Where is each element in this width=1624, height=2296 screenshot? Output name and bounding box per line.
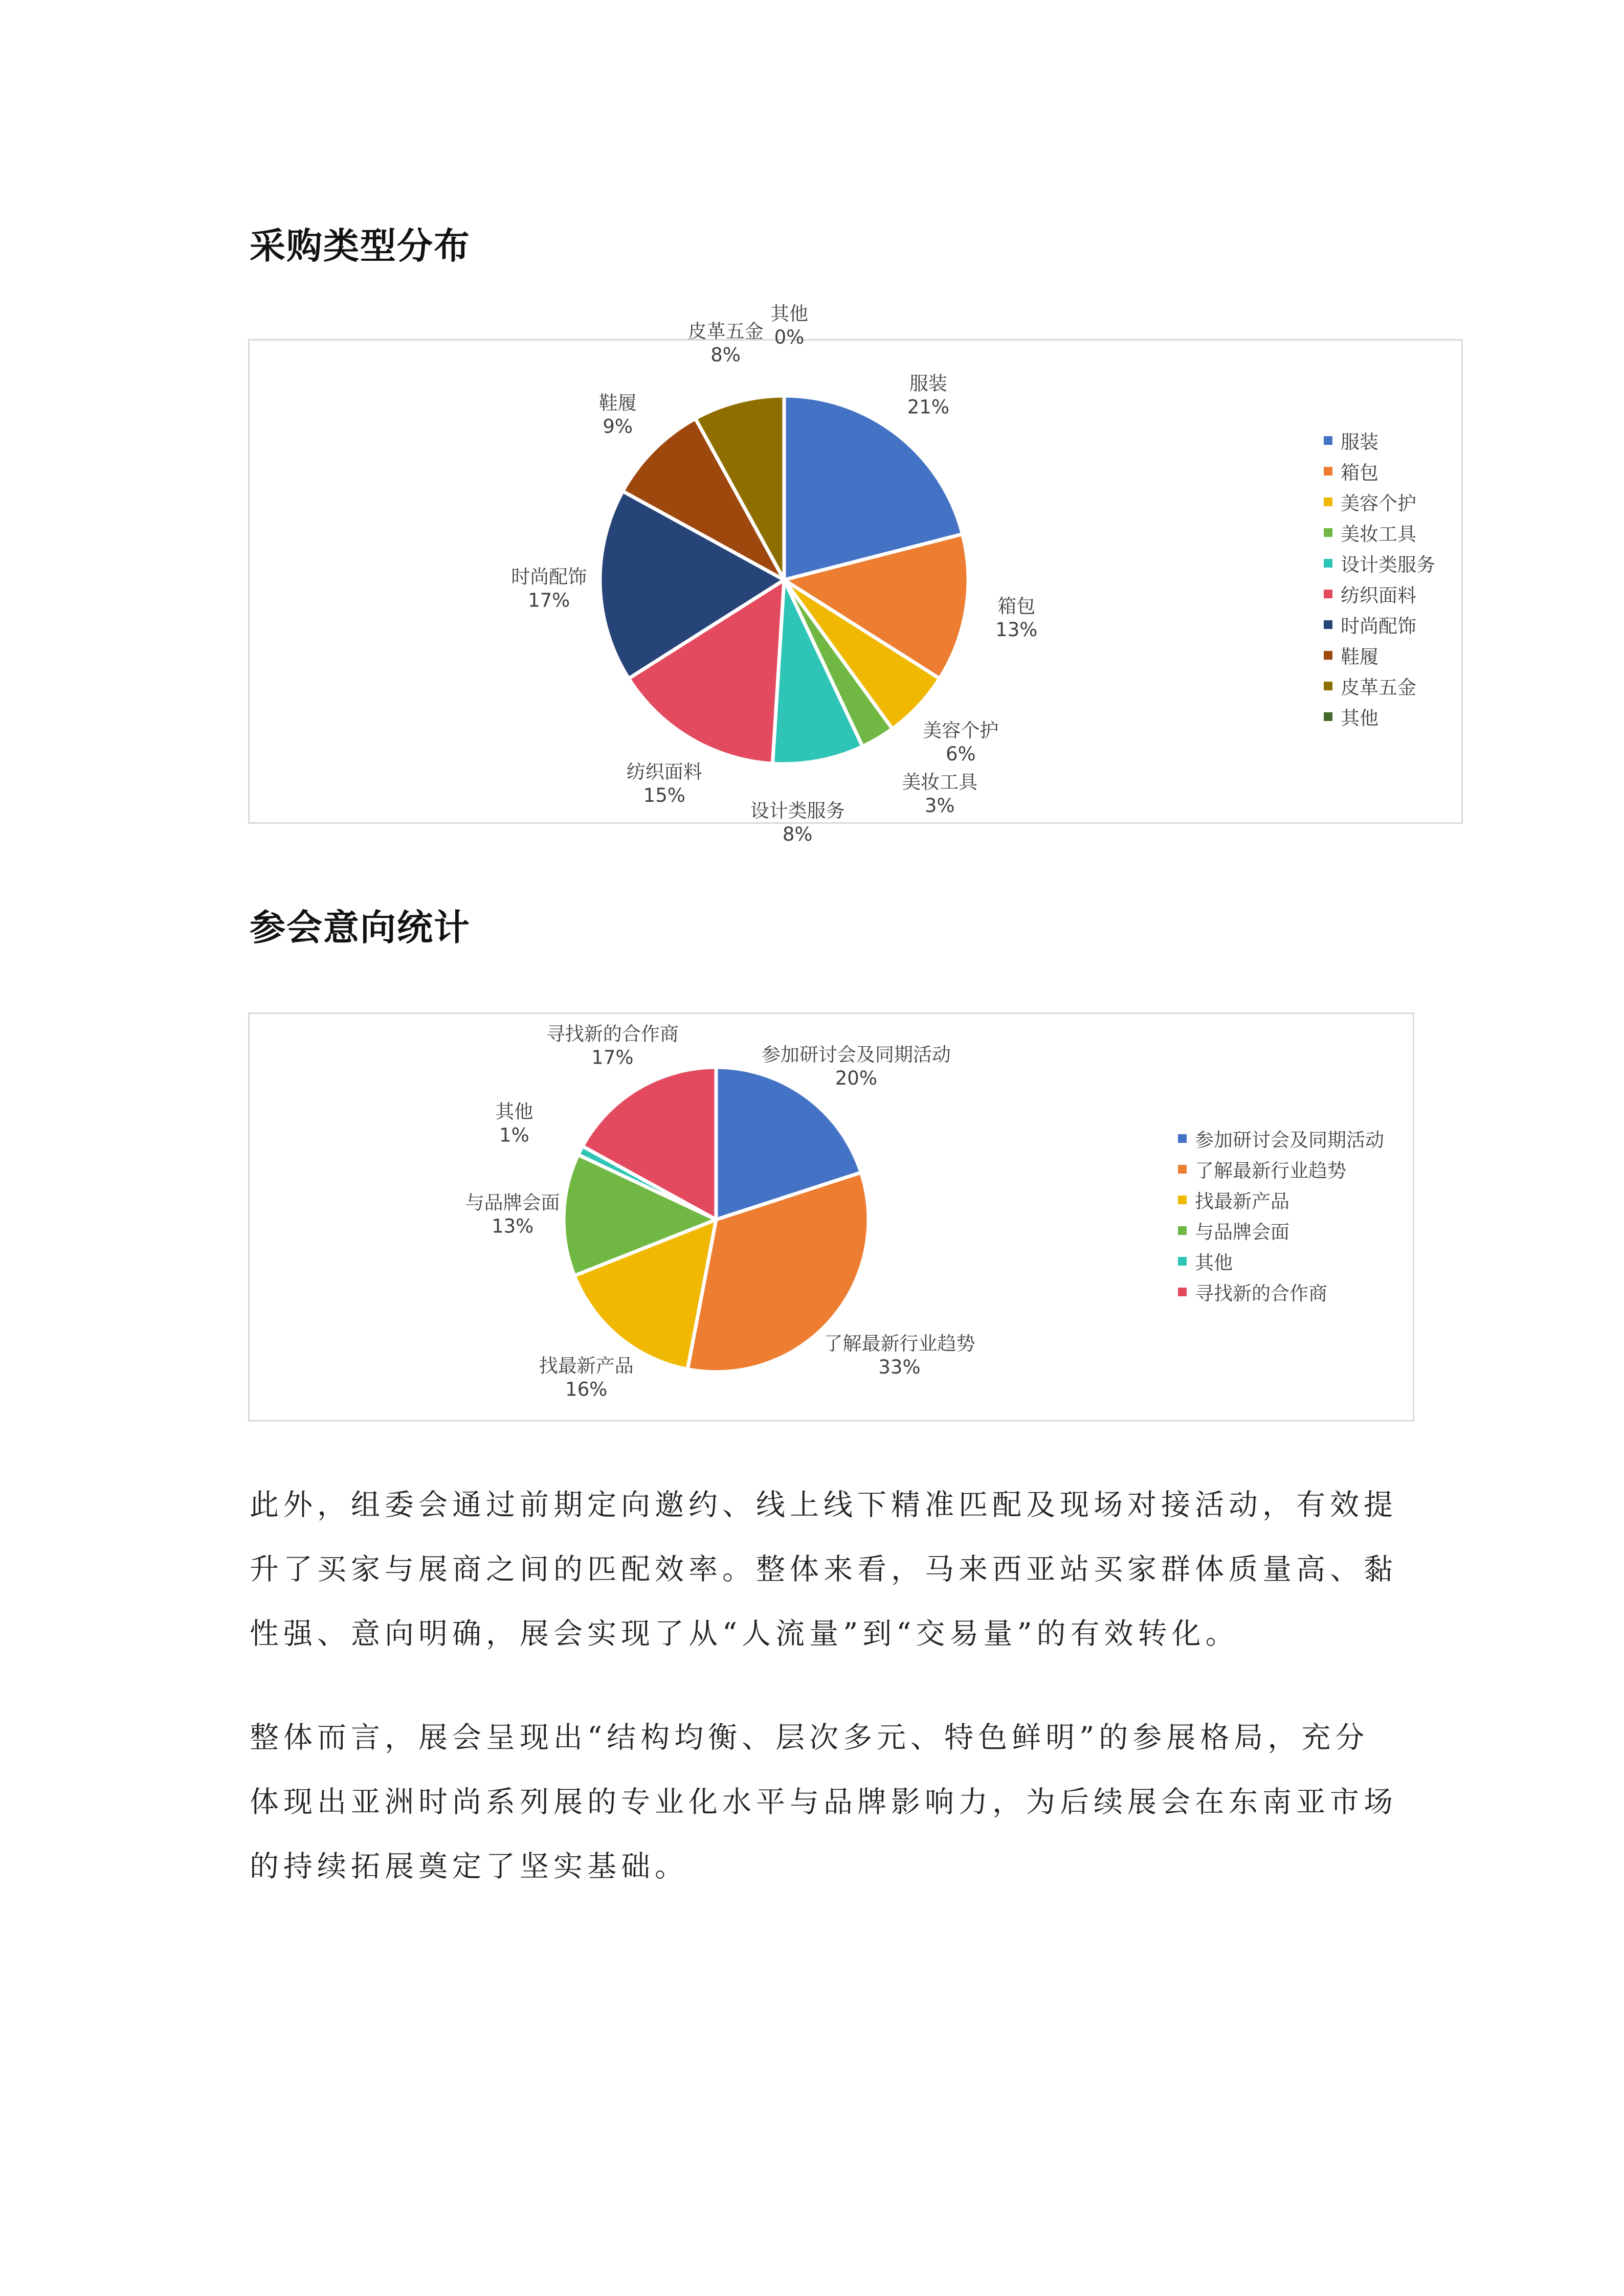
chart1-legend-label: 其他 <box>1341 707 1378 729</box>
chart2-legend-swatch <box>1178 1134 1187 1143</box>
chart1-legend-label: 服装 <box>1341 431 1378 453</box>
chart2-value-label-3: 13% <box>492 1215 534 1237</box>
chart2-legend-swatch <box>1178 1165 1187 1174</box>
chart2-legend-label: 寻找新的合作商 <box>1195 1282 1327 1304</box>
chart1-value-label-0: 21% <box>907 396 950 418</box>
chart2-legend-item <box>1178 1276 1384 1307</box>
chart1-label-1: 箱包 <box>997 595 1036 617</box>
chart1-value-label-8: 8% <box>710 344 741 366</box>
chart2-legend-item <box>1178 1215 1384 1246</box>
chart2-label-5: 寻找新的合作商 <box>546 1023 679 1045</box>
chart1-legend-item <box>1324 609 1435 640</box>
legend-attendance-intent <box>1178 1123 1384 1307</box>
chart1-label-4: 设计类服务 <box>750 799 845 822</box>
chart2-legend-item <box>1178 1154 1384 1184</box>
chart1-legend-label: 时尚配饰 <box>1341 615 1416 637</box>
chart2-legend-item <box>1178 1246 1384 1276</box>
section-title-purchase-types: 采购类型分布 <box>250 225 471 267</box>
chart2-legend-swatch <box>1178 1226 1187 1235</box>
chart1-legend-item <box>1324 578 1435 609</box>
chart2-label-4: 其他 <box>495 1100 533 1123</box>
chart1-label-7: 鞋履 <box>598 392 637 414</box>
chart2-label-1: 了解最新行业趋势 <box>824 1333 975 1355</box>
chart1-legend-item <box>1324 456 1435 486</box>
chart2-legend-label: 参加研讨会及同期活动 <box>1195 1129 1384 1151</box>
chart1-label-0: 服装 <box>909 372 947 395</box>
chart1-label-8: 皮革五金 <box>687 320 764 343</box>
chart1-label-9: 其他 <box>770 303 808 325</box>
chart2-label-3: 与品牌会面 <box>465 1191 560 1214</box>
chart1-label-6: 时尚配饰 <box>511 566 587 588</box>
chart2-legend-swatch <box>1178 1288 1187 1296</box>
chart2-value-label-1: 33% <box>878 1356 921 1379</box>
paragraph-2: 整体而言，展会呈现出“结构均衡、层次多元、特色鲜明”的参展格局，充分体现出亚洲时尚系列展的专业化水平与品牌影响力，为后续展会在东南亚市场的持续拓展奠定了坚实基础。 <box>250 1721 1397 1883</box>
chart1-legend-item <box>1324 486 1435 517</box>
legend-purchase-types <box>1324 425 1435 732</box>
chart1-legend-swatch <box>1324 467 1332 476</box>
chart1-value-label-5: 15% <box>643 784 685 806</box>
chart2-legend-label: 与品牌会面 <box>1195 1221 1289 1243</box>
chart1-legend-label: 设计类服务 <box>1341 554 1435 576</box>
paragraph-1: 此外，组委会通过前期定向邀约、线上线下精准匹配及现场对接活动，有效提升了买家与展商之间的匹配效率。整体来看，马来西亚站买家群体质量高、黏性强、意向明确，展会实现了从“人流量”到“交易量”的有效转化。 <box>250 1488 1397 1651</box>
chart2-legend-item <box>1178 1184 1384 1215</box>
chart2-legend-label: 找最新产品 <box>1195 1190 1289 1212</box>
chart1-legend-label: 皮革五金 <box>1341 677 1416 699</box>
chart1-value-label-6: 17% <box>528 589 570 612</box>
chart1-legend-item <box>1324 640 1435 670</box>
chart1-legend-swatch <box>1324 590 1332 598</box>
chart1-legend-swatch <box>1324 528 1332 537</box>
chart1-value-label-9: 0% <box>774 326 805 348</box>
chart2-legend-swatch <box>1178 1257 1187 1266</box>
chart2-label-2: 找最新产品 <box>539 1355 634 1377</box>
chart2-legend-swatch <box>1178 1196 1187 1204</box>
chart-purchase-types <box>248 303 1463 845</box>
chart1-legend-label: 美妆工具 <box>1341 523 1416 545</box>
chart1-legend-swatch <box>1324 436 1332 445</box>
chart2-value-label-0: 20% <box>835 1067 878 1089</box>
chart1-legend-swatch <box>1324 712 1332 721</box>
chart1-value-label-3: 3% <box>924 794 955 817</box>
chart2-legend-item <box>1178 1123 1384 1154</box>
chart1-value-label-4: 8% <box>782 823 813 845</box>
chart1-legend-swatch <box>1324 682 1332 690</box>
chart1-legend-item <box>1324 548 1435 578</box>
chart1-legend-item <box>1324 701 1435 732</box>
chart1-label-2: 美容个护 <box>923 719 999 741</box>
chart1-legend-label: 箱包 <box>1341 462 1378 484</box>
chart1-label-3: 美妆工具 <box>902 771 978 793</box>
chart2-label-0: 参加研讨会及同期活动 <box>761 1044 951 1066</box>
chart1-legend-swatch <box>1324 620 1332 629</box>
chart1-legend-item <box>1324 517 1435 548</box>
chart1-legend-swatch <box>1324 651 1332 660</box>
chart2-value-label-2: 16% <box>565 1378 608 1401</box>
chart1-label-5: 纺织面料 <box>626 760 702 783</box>
chart1-value-label-2: 6% <box>945 742 976 765</box>
chart2-value-label-4: 1% <box>499 1124 529 1146</box>
chart1-legend-item <box>1324 425 1435 456</box>
chart1-legend-label: 美容个护 <box>1341 492 1416 514</box>
chart-attendance-intent <box>248 1012 1414 1422</box>
chart2-value-label-5: 17% <box>591 1046 634 1069</box>
chart1-legend-item <box>1324 670 1435 701</box>
chart2-legend-label: 了解最新行业趋势 <box>1195 1160 1346 1182</box>
chart1-legend-swatch <box>1324 498 1332 506</box>
chart1-legend-label: 纺织面料 <box>1341 584 1416 606</box>
chart1-value-label-1: 13% <box>995 619 1038 641</box>
chart2-legend-label: 其他 <box>1195 1252 1233 1274</box>
chart1-legend-label: 鞋履 <box>1341 646 1378 668</box>
chart1-value-label-7: 9% <box>603 415 633 438</box>
pie-chart-purchase-types <box>250 303 1464 845</box>
section-title-attendance-intent: 参会意向统计 <box>250 907 471 949</box>
chart1-legend-swatch <box>1324 559 1332 568</box>
